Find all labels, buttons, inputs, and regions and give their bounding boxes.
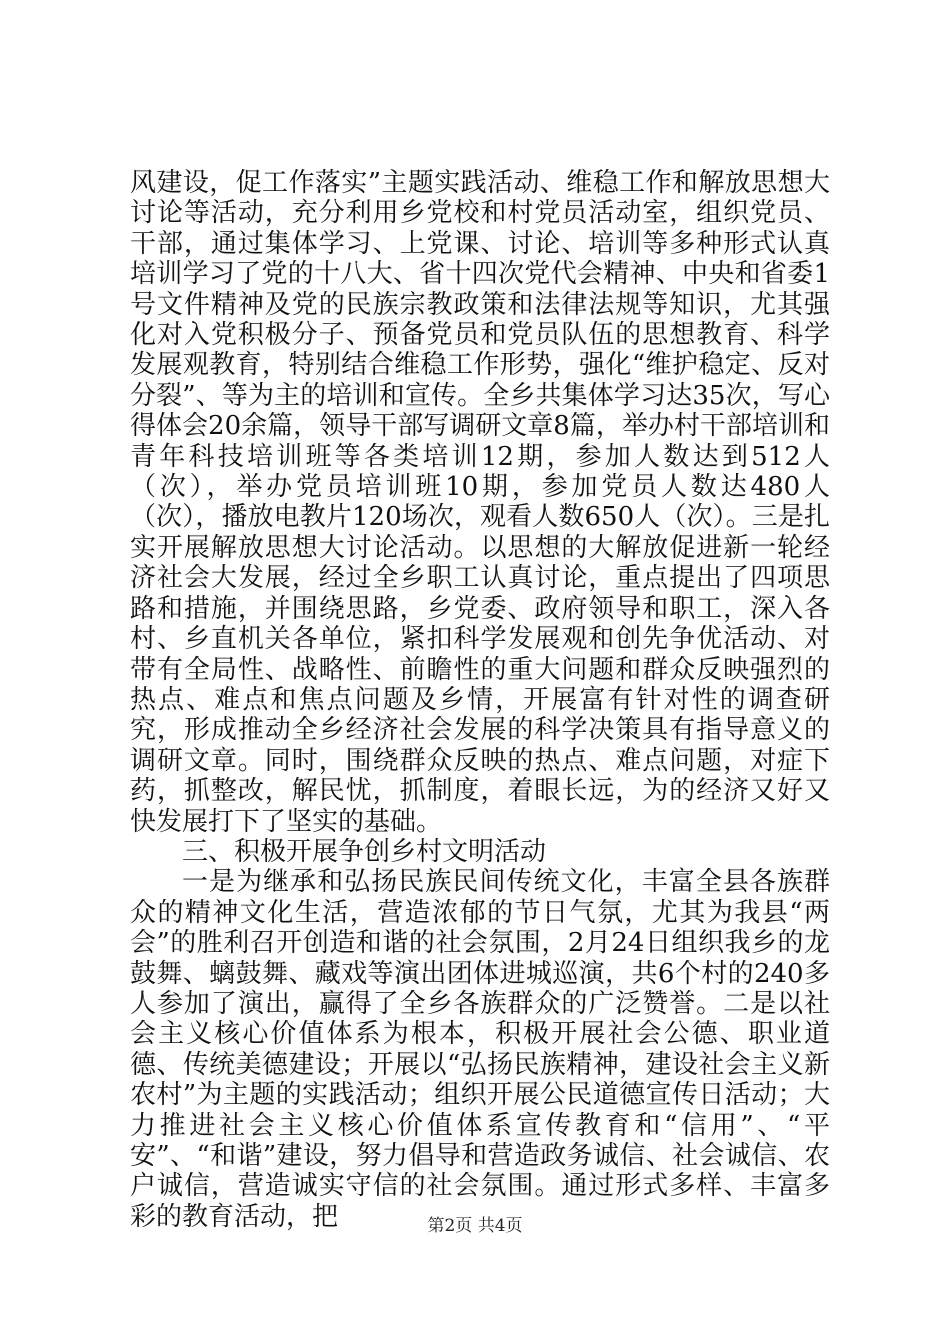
paragraph-continued: 风建设，促工作落实”主题实践活动、维稳工作和解放思想大讨论等活动，充分利用乡党校和村党员活动室，组织党员、干部，通过集体学习、上党课、讨论、培训等多种形式认真培训学习了党的十八大、省十四次党代会精神、中央和省委1号文件精神及党的民族宗教政策和法律法规等知识，尤其强化对入党积极分子、预备党员和党员队伍的思想教育、科学发展观教育，特别结合维稳工作形势，强化“维护稳定、反对分裂”、等为主的培训和宣传。全乡共集体学习达35次，写心得体会20余篇，领导干部写调研文章8篇，举办村干部培训和青年科技培训班等各类培训12期，参加人数达到512人（次），举办党员培训班10期，参加党员人数达480人（次），播放电教片120场次，观看人数650人（次）。三是扎实开展解放思想大讨论活动。以思想的大解放促进新一轮经济社会大发展，经过全乡职工认真讨论，重点提出了四项思路和措施，并围绕思路，乡党委、政府领导和职工，深入各村、乡直机关各单位，紧扣科学发展观和创先争优活动、对带有全局性、战略性、前瞻性的重大问题和群众反映强烈的热点、难点和焦点问题及乡情，开展富有针对性的调查研究，形成推动全乡经济社会发展的科学决策具有指导意义的调研文章。同时，围绕群众反映的热点、难点问题，对症下药，抓整改，解民忧，抓制度，着眼长远，为的经济又好又快发展打下了坚实的基础。	[130, 168, 830, 837]
page-footer: 第2页 共4页	[427, 1216, 523, 1236]
paragraph: 一是为继承和弘扬民族民间传统文化，丰富全县各族群众的精神文化生活，营造浓郁的节日气氛，尤其为我县“两会”的胜利召开创造和谐的社会氛围，2月24日组织我乡的龙鼓舞、螭鼓舞、藏戏等演出团体进城巡演，共6个村的240多人参加了演出，赢得了全乡各族群众的广泛赞誉。二是以社会主义核心价值体系为根本，积极开展社会公德、职业道德、传统美德建设；开展以“弘扬民族精神，建设社会主义新农村”为主题的实践活动；组织开展公民道德宣传日活动；大力推进社会主义核心价值体系宣传教育和“信用”、“平安”、“和谐”建设，努力倡导和营造政务诚信、社会诚信、农户诚信，营造诚实守信的社会氛围。通过形式多样、丰富多彩的教育活动，把	[130, 867, 830, 1232]
section-heading: 三、积极开展争创乡村文明活动	[182, 836, 547, 867]
document-body	[130, 168, 830, 1232]
